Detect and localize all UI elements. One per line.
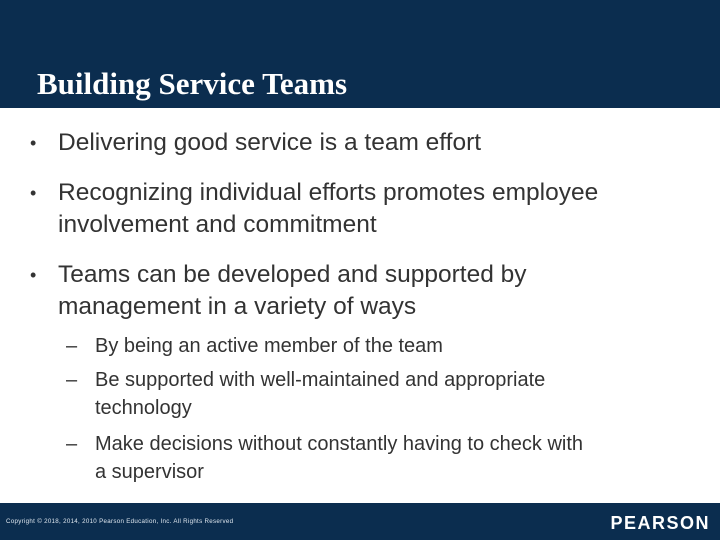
copyright-notice: Copyright © 2018, 2014, 2010 Pearson Education, Inc. All Rights Reserved	[6, 518, 234, 525]
dash-icon: –	[66, 369, 78, 391]
bullet-text: management in a variety of ways	[58, 293, 417, 320]
bullet-text: Teams can be developed and supported by	[58, 261, 527, 288]
footer-bar	[0, 503, 720, 540]
bullet-text: Recognizing individual efforts promotes employee	[58, 179, 599, 206]
bullet-text: involvement and commitment	[58, 211, 377, 238]
pearson-logo: PEARSON	[610, 513, 710, 533]
sub-bullet-text: technology	[95, 397, 192, 419]
bullet-text: Delivering good service is a team effort	[58, 129, 482, 156]
bullet-icon: •	[30, 133, 37, 153]
sub-bullet-text: Be supported with well-maintained and appropriate	[95, 369, 546, 391]
slide-title: Building Service Teams	[37, 66, 348, 101]
dash-icon: –	[66, 433, 78, 455]
dash-icon: –	[66, 335, 78, 357]
sub-bullet-text: By being an active member of the team	[95, 335, 443, 357]
sub-bullet-text: a supervisor	[95, 461, 204, 483]
sub-bullet-text: Make decisions without constantly having to check with	[95, 433, 584, 455]
bullet-icon: •	[30, 265, 37, 285]
bullet-icon: •	[30, 183, 37, 203]
